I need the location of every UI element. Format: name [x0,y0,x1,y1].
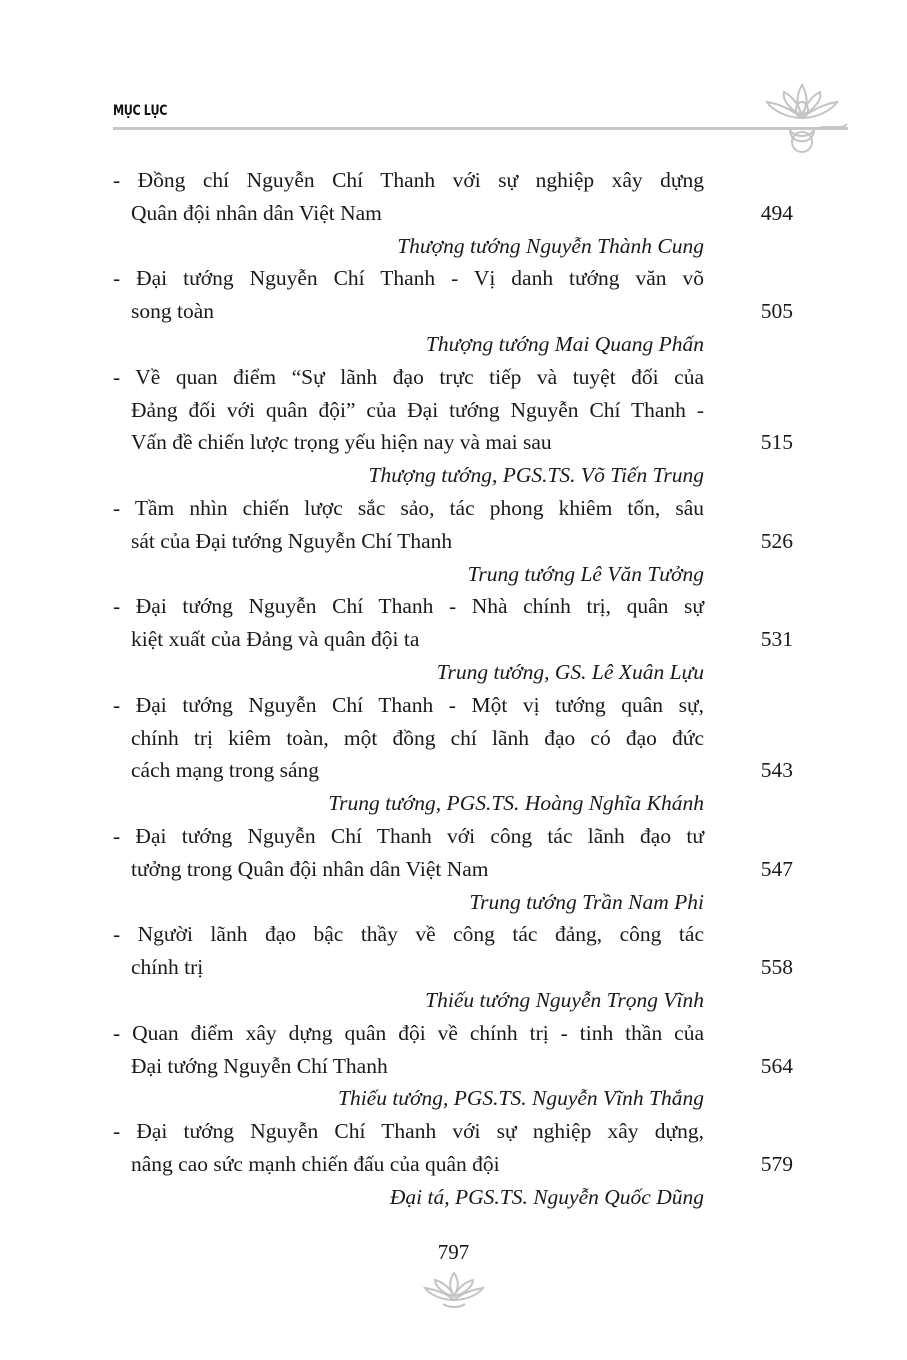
toc-entry-line [113,951,793,984]
toc-page-number: 505 [760,299,793,324]
toc-entry-line [113,197,793,230]
toc-entry-title: chính trị [131,955,204,980]
toc-entry-line [113,525,793,558]
toc-entry-title: - Đại tướng Nguyễn Chí Thanh với sự nghiệp xây dựng, [113,1119,704,1144]
toc-entry-author: Đại tá, PGS.TS. Nguyễn Quốc Dũng [389,1184,704,1209]
toc-entry-author: Thượng tướng, PGS.TS. Võ Tiến Trung [368,463,704,488]
toc-entry[interactable] [113,918,793,1016]
toc-entry-line [113,262,793,295]
toc-entry-line [113,1115,793,1148]
toc-entry-line [113,853,793,886]
toc-page-number: 564 [760,1053,793,1078]
toc-entry-line [113,492,793,525]
toc-page-number: 543 [760,758,793,783]
toc-page-number: 579 [760,1151,793,1176]
toc-entry-title: sát của Đại tướng Nguyễn Chí Thanh [131,528,453,553]
toc-entry-line [113,918,793,951]
toc-entry-author: Trung tướng, GS. Lê Xuân Lựu [436,659,704,684]
toc-entry[interactable] [113,820,793,918]
toc-entry-title: - Về quan điểm “Sự lãnh đạo trực tiếp và tuyệt đối của [113,364,704,389]
toc-entry[interactable] [113,689,793,820]
toc-entry[interactable] [113,492,793,590]
toc-entry-line [113,590,793,623]
toc-entry[interactable] [113,262,793,360]
toc-entry[interactable] [113,590,793,688]
header-rule [113,127,848,130]
toc-entry-line [113,689,793,722]
toc-entry[interactable] [113,361,793,492]
toc-entry-line [113,623,793,656]
page-number: 797 [437,1240,470,1264]
lotus-footer-ornament-icon [423,1270,485,1310]
table-of-contents [113,164,793,1214]
toc-entry-author: Trung tướng Trần Nam Phi [469,889,704,914]
toc-entry-line [113,164,793,197]
lotus-ornament-icon [762,80,852,160]
toc-entry-line [113,754,793,787]
toc-entry-author: Thượng tướng Mai Quang Phấn [425,331,704,356]
toc-page-number: 526 [760,528,793,553]
toc-entry-title: - Người lãnh đạo bậc thầy về công tác đảng, công tác [113,922,704,947]
toc-entry[interactable] [113,1017,793,1115]
toc-entry-line [113,426,793,459]
toc-entry-line [113,820,793,853]
toc-entry-title: - Đại tướng Nguyễn Chí Thanh với công tác lãnh đạo tư [113,823,704,848]
toc-entry-title: - Đại tướng Nguyễn Chí Thanh - Một vị tướng quân sự, [113,692,704,717]
toc-entry-title: chính trị kiêm toàn, một đồng chí lãnh đạo có đạo đức [131,725,704,750]
toc-page-number: 558 [760,955,793,980]
toc-entry-title: song toàn [131,299,215,324]
toc-entry-author: Trung tướng, PGS.TS. Hoàng Nghĩa Khánh [328,791,704,816]
toc-entry-line [113,1050,793,1083]
running-header: MỤC LỤC [113,103,168,119]
toc-entry-title: - Đại tướng Nguyễn Chí Thanh - Vị danh tướng văn võ [113,266,704,291]
toc-entry-title: tưởng trong Quân đội nhân dân Việt Nam [131,856,489,881]
toc-entry-title: Quân đội nhân dân Việt Nam [131,200,382,225]
toc-entry-title: Vấn đề chiến lược trọng yếu hiện nay và mai sau [131,430,552,455]
toc-entry-line [113,1017,793,1050]
toc-entry[interactable] [113,164,793,262]
toc-entry-line [113,394,793,427]
toc-entry-line [113,1148,793,1181]
toc-entry-title: - Đồng chí Nguyễn Chí Thanh với sự nghiệp xây dựng [113,168,704,192]
toc-entry-author: Thiếu tướng, PGS.TS. Nguyễn Vĩnh Thắng [337,1086,704,1111]
toc-entry-author: Trung tướng Lê Văn Tưởng [467,561,704,586]
toc-entry-title: Đại tướng Nguyễn Chí Thanh [131,1053,388,1078]
toc-page-number: 515 [760,430,793,455]
toc-entry-title: - Tầm nhìn chiến lược sắc sảo, tác phong khiêm tốn, sâu [113,495,704,520]
toc-entry-title: nâng cao sức mạnh chiến đấu của quân đội [131,1151,500,1176]
toc-entry-title: Đảng đối với quân đội” của Đại tướng Nguyễn Chí Thanh - [131,397,704,422]
toc-entry-title: - Quan điểm xây dựng quân đội về chính trị - tinh thần của [113,1020,704,1045]
toc-entry-title: kiệt xuất của Đảng và quân đội ta [131,627,420,652]
toc-entry-line [113,361,793,394]
toc-entry-title: - Đại tướng Nguyễn Chí Thanh - Nhà chính trị, quân sự [113,594,704,619]
toc-page-number: 547 [760,856,793,881]
toc-entry-author: Thiếu tướng Nguyễn Trọng Vĩnh [425,987,704,1012]
toc-page-number: 531 [760,627,793,652]
toc-entry-line [113,722,793,755]
toc-entry-author: Thượng tướng Nguyễn Thành Cung [397,233,704,258]
toc-page-number: 494 [760,200,793,225]
toc-entry-line [113,295,793,328]
toc-entry[interactable] [113,1115,793,1213]
toc-entry-title: cách mạng trong sáng [131,758,320,783]
